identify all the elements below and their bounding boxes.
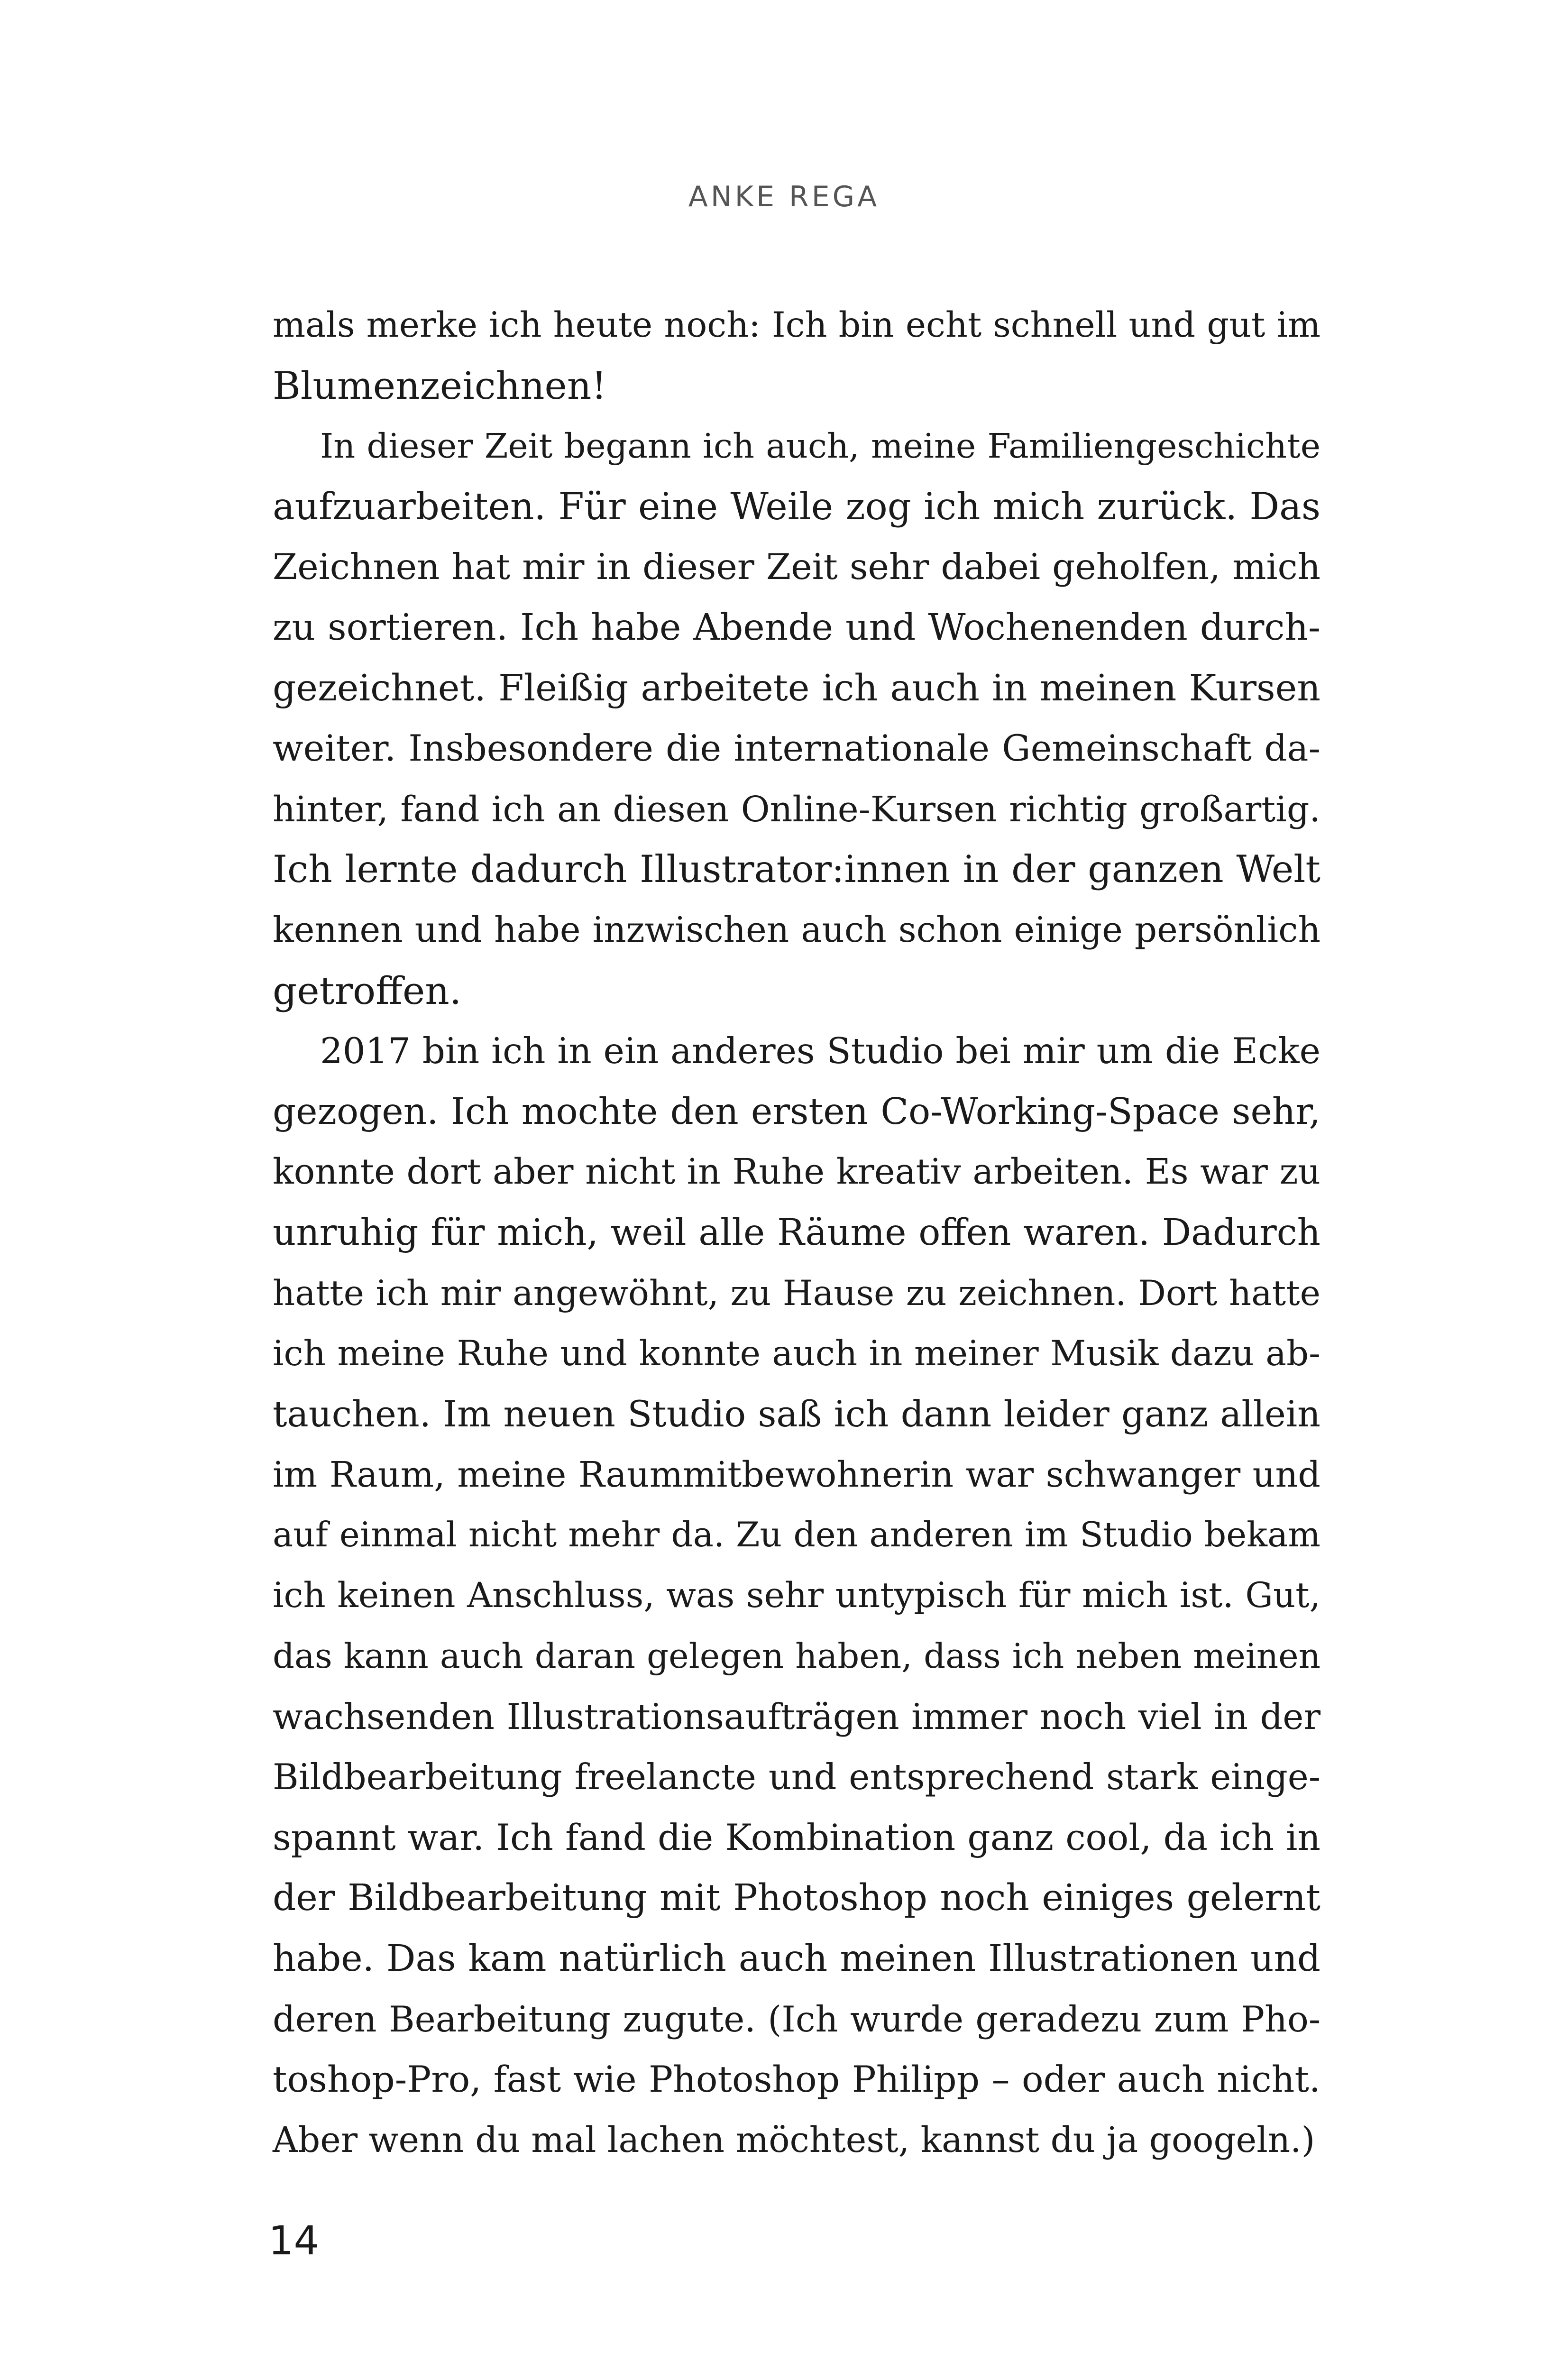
text-line: weiter. Insbesondere die internationale Gemeinschaft da- [273, 727, 1320, 770]
text-line: deren Bearbeitung zugute. (Ich wurde geradezu zum Pho- [273, 1998, 1320, 2040]
text-line: tauchen. Im neuen Studio saß ich dann leider ganz allein [273, 1393, 1320, 1435]
page-number: 14 [268, 2217, 319, 2264]
text-line: das kann auch daran gelegen haben, dass ich neben meinen [273, 1636, 1320, 1676]
text-line: aufzuarbeiten. Für eine Weile zog ich mich zurück. Das [273, 485, 1320, 528]
text-line: der Bildbearbeitung mit Photoshop noch einiges gelernt [273, 1877, 1320, 1920]
text-line: Blumenzeichnen! [273, 363, 607, 408]
text-line: im Raum, meine Raummitbewohnerin war schwanger und [273, 1454, 1320, 1496]
text-line: unruhig für mich, weil alle Räume offen waren. Dadurch [273, 1211, 1320, 1254]
running-head: ANKE REGA [688, 180, 880, 213]
text-line: In dieser Zeit begann ich auch, meine Familiengeschichte [320, 426, 1320, 466]
text-line: gezogen. Ich mochte den ersten Co-Working-Space sehr, [273, 1090, 1320, 1133]
text-line: konnte dort aber nicht in Ruhe kreativ arbeiten. Es war zu [273, 1151, 1320, 1193]
text-line: auf einmal nicht mehr da. Zu den anderen im Studio bekam [273, 1515, 1320, 1555]
text-line: kennen und habe inzwischen auch schon einige persönlich [273, 909, 1320, 950]
text-line: 2017 bin ich in ein anderes Studio bei mir um die Ecke [320, 1030, 1320, 1072]
text-line: Bildbearbeitung freelancte und entsprechend stark einge- [273, 1756, 1320, 1798]
text-line: gezeichnet. Fleißig arbeitete ich auch in meinen Kursen [273, 666, 1320, 709]
body-text [273, 295, 1320, 2170]
text-line: spannt war. Ich fand die Kombination ganz cool, da ich in [273, 1816, 1320, 1858]
text-line: ich meine Ruhe und konnte auch in meiner Musik dazu ab- [273, 1333, 1320, 1374]
text-line: wachsenden Illustrationsaufträgen immer noch viel in der [273, 1696, 1320, 1737]
text-line: ich keinen Anschluss, was sehr untypisch für mich ist. Gut, [273, 1575, 1320, 1616]
text-line: hinter, fand ich an diesen Online-Kursen richtig großartig. [273, 788, 1320, 830]
text-line: zu sortieren. Ich habe Abende und Wochenenden durch- [273, 606, 1320, 649]
text-line: Ich lernte dadurch Illustrator:innen in der ganzen Welt [273, 847, 1320, 891]
text-line: getroffen. [273, 968, 462, 1013]
text-line: mals merke ich heute noch: Ich bin echt schnell und gut im [273, 305, 1320, 345]
text-line: habe. Das kam natürlich auch meinen Illustrationen und [273, 1938, 1320, 1980]
text-line: Aber wenn du mal lachen möchtest, kannst du ja googeln.) [273, 2120, 1315, 2160]
text-line: Zeichnen hat mir in dieser Zeit sehr dabei geholfen, mich [273, 546, 1320, 588]
text-line: hatte ich mir angewöhnt, zu Hause zu zeichnen. Dort hatte [273, 1273, 1320, 1314]
text-line: toshop-Pro, fast wie Photoshop Philipp – oder auch nicht. [273, 2059, 1320, 2101]
